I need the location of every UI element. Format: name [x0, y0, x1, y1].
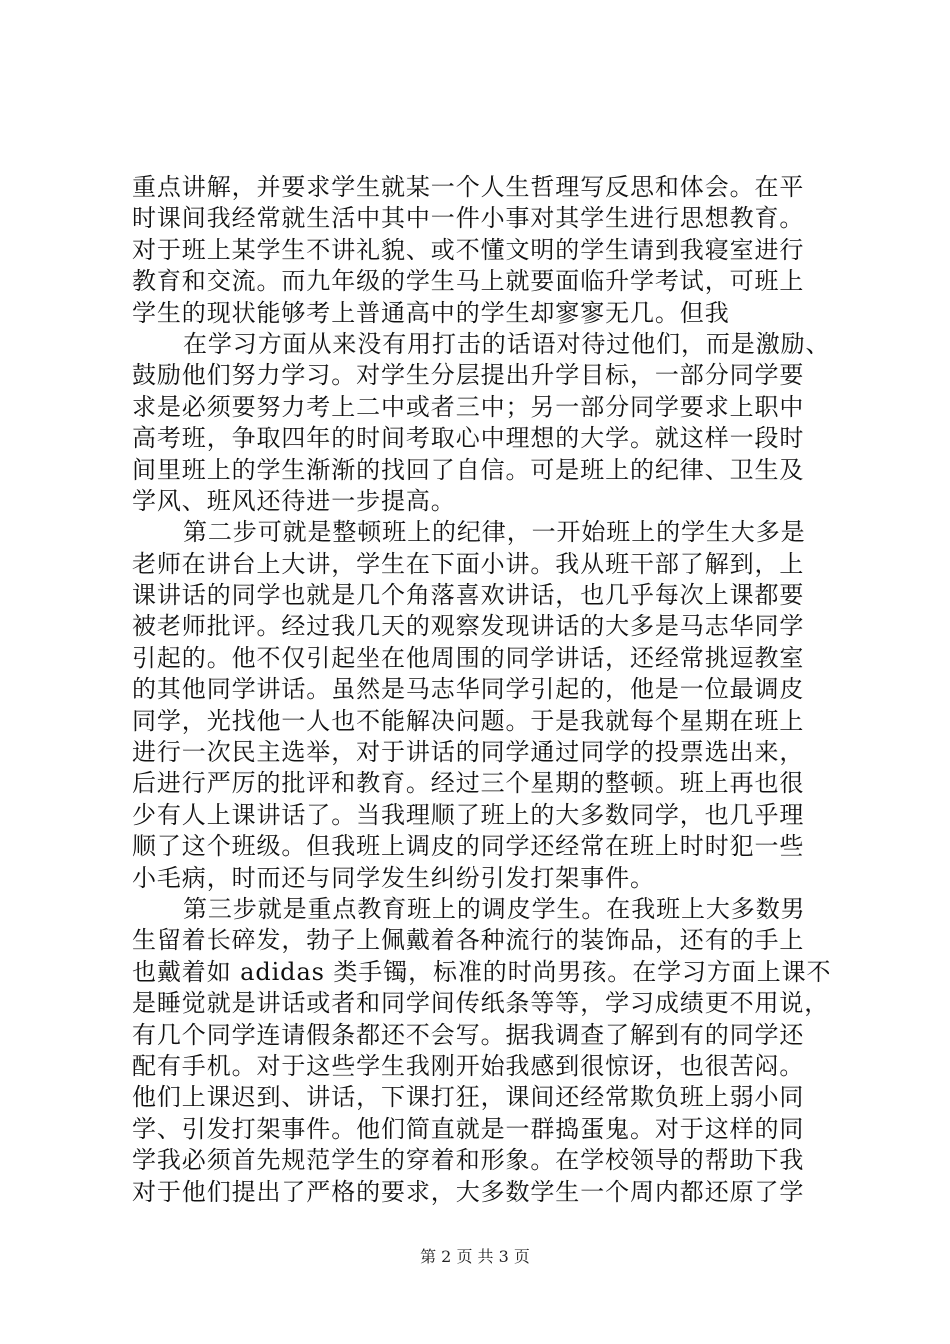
text-line: 的其他同学讲话。虽然是马志华同学引起的，他是一位最调皮 [132, 675, 805, 704]
text-line: 少有人上课讲话了。当我理顺了班上的大多数同学，也几乎理 [132, 800, 805, 829]
page-footer [0, 1244, 950, 1267]
text-line: 学、引发打架事件。他们简直就是一群捣蛋鬼。对于这样的同 [132, 1114, 805, 1143]
text-line: 教育和交流。而九年级的学生马上就要面临升学考试，可班上 [132, 267, 805, 296]
text-line: 高考班，争取四年的时间考取心中理想的大学。就这样一段时 [132, 424, 805, 453]
text-line: 对于他们提出了严格的要求，大多数学生一个周内都还原了学 [132, 1177, 805, 1206]
text-line: 配有手机。对于这些学生我刚开始我感到很惊讶，也很苦闷。 [132, 1051, 805, 1080]
text-line: 求是必须要努力考上二中或者三中；另一部分同学要求上职中 [132, 392, 805, 421]
paragraph-start-line: 在学习方面从来没有用打击的话语对待过他们，而是激励、 [183, 329, 831, 358]
text-line: 课讲话的同学也就是几个角落喜欢讲话，也几乎每次上课都要 [132, 581, 805, 610]
text-line: 鼓励他们努力学习。对学生分层提出升学目标，一部分同学要 [132, 361, 805, 390]
text-line: 重点讲解，并要求学生就某一个人生哲理写反思和体会。在平 [132, 173, 805, 201]
text-line: 有几个同学连请假条都还不会写。据我调查了解到有的同学还 [132, 1020, 805, 1049]
text-line: 学我必须首先规范学生的穿着和形象。在学校领导的帮助下我 [132, 1146, 805, 1175]
paragraph-start-line: 第三步就是重点教育班上的调皮学生。在我班上大多数男 [183, 894, 806, 923]
text-line: 同学，光找他一人也不能解决问题。于是我就每个星期在班上 [132, 706, 805, 735]
paragraph-start-line: 第二步可就是整顿班上的纪律，一开始班上的学生大多是 [183, 518, 806, 547]
text-line: 对于班上某学生不讲礼貌、或不懂文明的学生请到我寝室进行 [132, 235, 805, 264]
page-number: 第 2 页 共 3 页 [420, 1247, 530, 1266]
text-line: 是睡觉就是讲话或者和同学间传纸条等等，学习成绩更不用说， [132, 989, 830, 1018]
text-line: 老师在讲台上大讲，学生在下面小讲。我从班干部了解到，上 [132, 549, 805, 578]
text-line: 小毛病，时而还与同学发生纠纷引发打架事件。 [132, 863, 655, 892]
text-line: 学生的现状能够考上普通高中的学生却寥寥无几。但我 [132, 298, 730, 327]
text-line: 引起的。他不仅引起坐在他周围的同学讲话，还经常挑逗教室 [132, 643, 805, 672]
text-line: 间里班上的学生渐渐的找回了自信。可是班上的纪律、卫生及 [132, 455, 805, 484]
text-line: 也戴着如 adidas 类手镯，标准的时尚男孩。在学习方面上课不 [132, 957, 832, 986]
body-text [132, 172, 832, 1208]
text-line: 进行一次民主选举，对于讲话的同学通过同学的投票选出来， [132, 738, 805, 767]
text-line: 生留着长碎发，勃子上佩戴着各种流行的装饰品，还有的手上 [132, 926, 805, 955]
text-line: 他们上课迟到、讲话，下课打狂，课间还经常欺负班上弱小同 [132, 1083, 805, 1112]
text-line: 学风、班风还待进一步提高。 [132, 486, 456, 515]
text-line: 时课间我经常就生活中其中一件小事对其学生进行思想教育。 [132, 204, 805, 233]
text-line: 后进行严厉的批评和教育。经过三个星期的整顿。班上再也很 [132, 769, 805, 798]
text-line: 顺了这个班级。但我班上调皮的同学还经常在班上时时犯一些 [132, 832, 805, 861]
text-line: 被老师批评。经过我几天的观察发现讲话的大多是马志华同学 [132, 612, 805, 641]
